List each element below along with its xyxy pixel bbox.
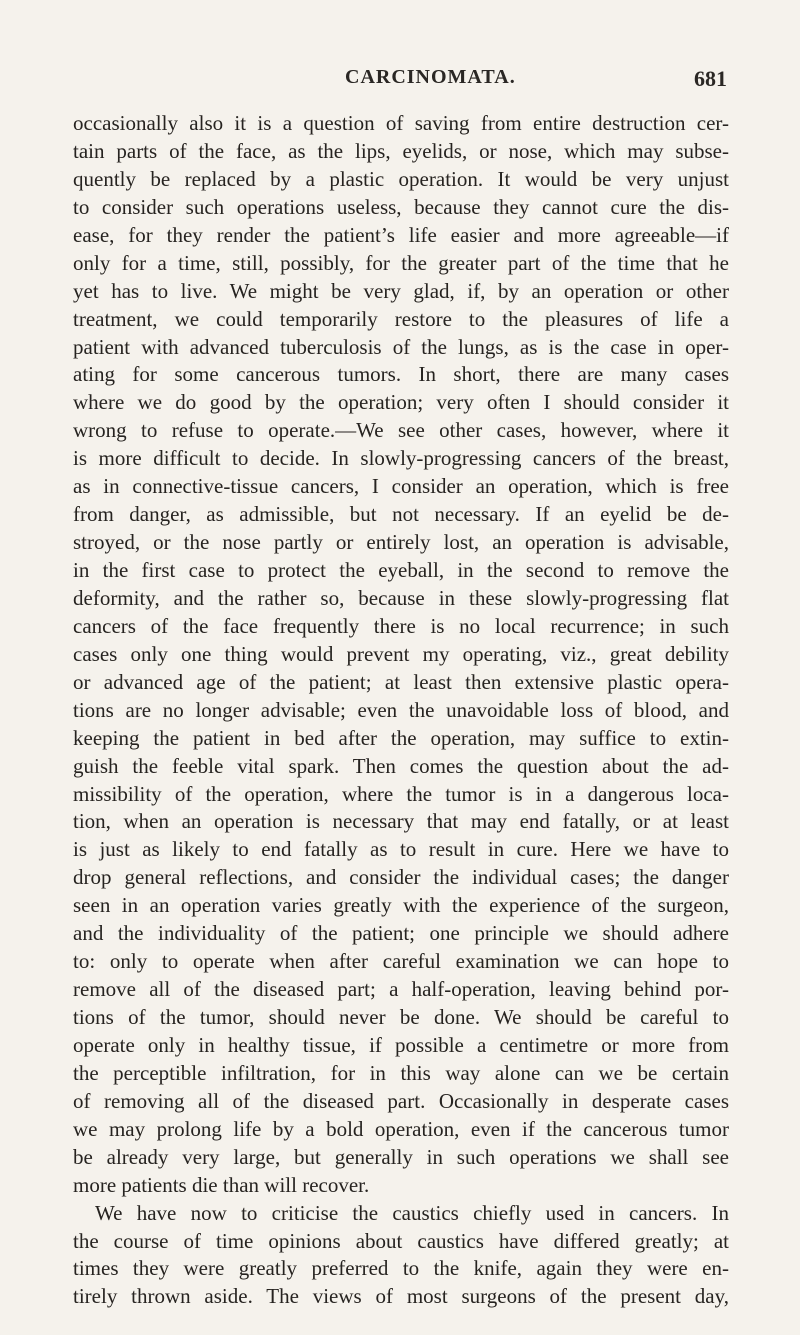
text-line: of removing all of the diseased part. Occasionally in desperate cases — [73, 1088, 729, 1113]
text-line: or advanced age of the patient; at least then extensive plastic opera- — [73, 669, 729, 694]
text-line: to: only to operate when after careful examination we can hope to — [73, 949, 729, 974]
text-line: as in connective-tissue cancers, I consider an operation, which is free — [73, 474, 729, 499]
text-line: seen in an operation varies greatly with the experience of the surgeon, — [73, 893, 729, 918]
text-line: tain parts of the face, as the lips, eyelids, or nose, which may subse- — [73, 138, 729, 163]
running-header — [0, 66, 800, 96]
text-line: and the individuality of the patient; one principle we should adhere — [73, 921, 729, 946]
text-line: the course of time opinions about caustics have differed greatly; at — [73, 1228, 729, 1253]
text-line: times they were greatly preferred to the knife, again they were en- — [73, 1256, 729, 1281]
text-line: occasionally also it is a question of saving from entire destruction cer- — [73, 111, 729, 135]
text-line: guish the feeble vital spark. Then comes the question about the ad- — [73, 753, 729, 778]
text-line: only for a time, still, possibly, for the greater part of the time that he — [73, 250, 729, 275]
text-line: in the first case to protect the eyeball, in the second to remove the — [73, 558, 729, 582]
text-line: patient with advanced tuberculosis of the lungs, as is the case in oper- — [73, 334, 729, 359]
text-line: ease, for they render the patient’s life easier and more agreeable—if — [73, 222, 729, 247]
text-line: operate only in healthy tissue, if possible a centimetre or more from — [73, 1032, 729, 1057]
text-line: wrong to refuse to operate.—We see other cases, however, where it — [73, 418, 729, 443]
text-line: tions of the tumor, should never be done. We should be careful to — [73, 1005, 729, 1029]
text-line: tirely thrown aside. The views of most surgeons of the present day, — [73, 1284, 729, 1309]
text-line: cases only one thing would prevent my operating, viz., great debility — [73, 641, 729, 666]
paragraph-start-line: We have now to criticise the caustics chiefly used in cancers. In — [95, 1200, 729, 1225]
text-line: deformity, and the rather so, because in these slowly-progressing flat — [73, 585, 729, 610]
text-line: yet has to live. We might be very glad, if, by an operation or other — [73, 278, 729, 303]
body-text — [73, 110, 729, 1311]
page-number: 681 — [694, 66, 727, 91]
text-line: remove all of the diseased part; a half-operation, leaving behind por- — [73, 977, 729, 1002]
paragraph-end-line: more patients die than will recover. — [73, 1172, 370, 1197]
running-title: CARCINOMATA. — [345, 66, 516, 88]
text-line: cancers of the face frequently there is no local recurrence; in such — [73, 613, 729, 638]
text-line: where we do good by the operation; very often I should consider it — [73, 390, 729, 415]
text-line: is more difficult to decide. In slowly-progressing cancers of the breast, — [73, 446, 729, 471]
text-line: the perceptible infiltration, for in this way alone can we be certain — [73, 1060, 729, 1085]
text-line: missibility of the operation, where the tumor is in a dangerous loca- — [73, 781, 729, 806]
text-line: be already very large, but generally in such operations we shall see — [73, 1144, 729, 1169]
text-line: to consider such operations useless, because they cannot cure the dis- — [73, 194, 729, 219]
text-line: ating for some cancerous tumors. In short, there are many cases — [73, 362, 729, 387]
text-line: treatment, we could temporarily restore to the pleasures of life a — [73, 306, 729, 331]
text-line: keeping the patient in bed after the operation, may suffice to extin- — [73, 725, 729, 750]
text-line: drop general reflections, and consider the individual cases; the danger — [73, 865, 729, 890]
text-line: stroyed, or the nose partly or entirely lost, an operation is advisable, — [73, 530, 729, 555]
text-line: tions are no longer advisable; even the unavoidable loss of blood, and — [73, 697, 729, 722]
text-line: we may prolong life by a bold operation, even if the cancerous tumor — [73, 1116, 729, 1141]
text-line: quently be replaced by a plastic operation. It would be very unjust — [73, 166, 729, 191]
text-line: tion, when an operation is necessary that may end fatally, or at least — [73, 809, 729, 834]
text-line: from danger, as admissible, but not necessary. If an eyelid be de- — [73, 502, 729, 527]
text-line: is just as likely to end fatally as to result in cure. Here we have to — [73, 837, 729, 862]
